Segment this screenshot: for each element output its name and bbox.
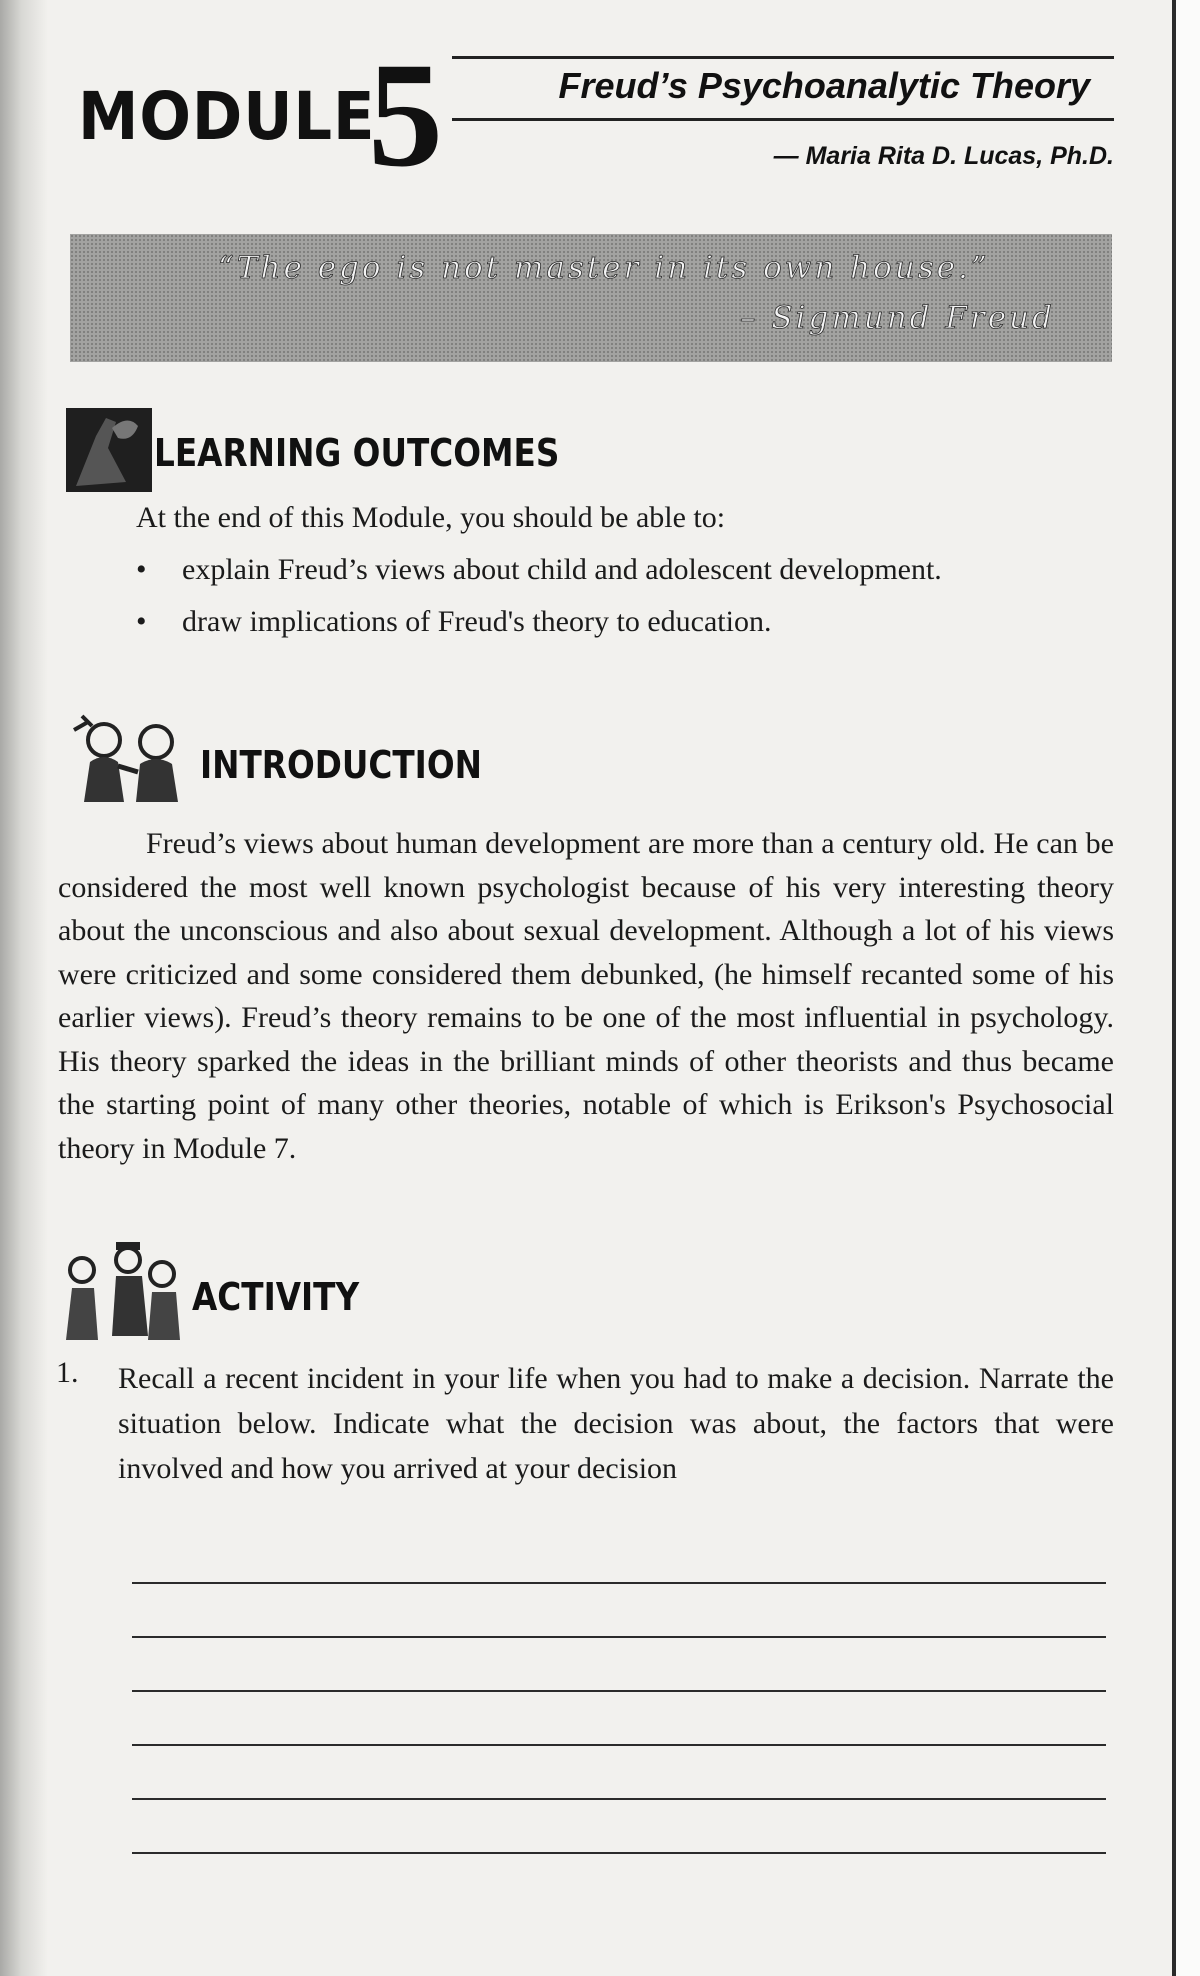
- module-label: MODULE: [78, 78, 376, 155]
- bullet-icon: •: [136, 553, 147, 586]
- page-margin-right: [1176, 0, 1200, 1976]
- quote-source: – Sigmund Freud: [740, 300, 1055, 336]
- answer-line-5[interactable]: [132, 1798, 1106, 1800]
- answer-line-3[interactable]: [132, 1690, 1106, 1692]
- answer-line-6[interactable]: [132, 1852, 1106, 1854]
- page-binding-shadow: [0, 0, 48, 1976]
- answer-line-1[interactable]: [132, 1582, 1106, 1584]
- module-author: — Maria Rita D. Lucas, Ph.D.: [773, 142, 1114, 170]
- answer-line-2[interactable]: [132, 1636, 1106, 1638]
- learning-outcomes-heading: LEARNING OUTCOMES: [154, 431, 560, 475]
- introduction-paragraph: Freud’s views about human development are more than a century old. He can be considered the most well known psychologist because of his very interesting theory about the unconscious and also about sexual development. Although a lot of his views were criticized and some considered them debunked, (he himself recanted some of his earlier views). Freud’s theory remains to be one of the most influential in psychology. His theory sparked the ideas in the brilliant minds of other theorists and thus became the starting point of many other theories, notable of which is Erikson's Psychosocial theory in Module 7.: [58, 827, 1114, 1165]
- outcome-text: draw implications of Freud's theory to education.: [182, 605, 772, 638]
- module-title: Freud’s Psychoanalytic Theory: [558, 65, 1090, 106]
- introduction-heading: INTRODUCTION: [200, 743, 482, 787]
- header-rule-top: [452, 56, 1114, 59]
- header-rule-bottom: [452, 118, 1114, 121]
- activity-instructions: Recall a recent incident in your life when you had to make a decision. Narrate the situation below. Indicate what the decision was about, the factors that were involved and how you arrived at your decision: [118, 1362, 1114, 1485]
- bullet-icon: •: [136, 605, 147, 638]
- outcome-text: explain Freud’s views about child and adolescent development.: [182, 553, 942, 586]
- activity-heading: ACTIVITY: [192, 1275, 360, 1319]
- activity-icon: [58, 1240, 182, 1344]
- activity-number: 1.: [56, 1356, 79, 1389]
- quote-text: “The ego is not master in its own house.”: [218, 250, 990, 286]
- learning-outcomes-icon: [66, 408, 152, 492]
- module-number: 5: [368, 32, 443, 198]
- learning-outcomes-intro: At the end of this Module, you should be able to:: [136, 501, 726, 534]
- introduction-icon: [68, 712, 188, 806]
- answer-line-4[interactable]: [132, 1744, 1106, 1746]
